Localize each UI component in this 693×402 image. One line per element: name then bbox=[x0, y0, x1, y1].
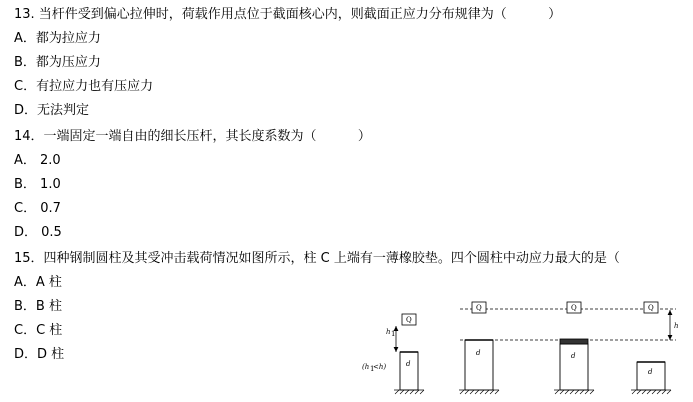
figure-a-diameter-label: d bbox=[406, 360, 411, 368]
figure-b-load-label: Q bbox=[476, 304, 482, 312]
figure-right-height-label: h bbox=[674, 322, 679, 330]
figure-a-note-sub: 1 bbox=[370, 365, 375, 373]
question-13-stem: 13. 当杆件受到偏心拉伸时，荷载作用点位于截面核心内，则截面正应力分布规律为（ ） bbox=[14, 7, 562, 22]
figure-d-load-label: Q bbox=[648, 304, 654, 312]
question-15-option-c[interactable]: C．C 柱 bbox=[14, 323, 63, 338]
question-14-option-d[interactable]: D． 0.5 bbox=[14, 225, 62, 240]
figure-b-column bbox=[465, 340, 493, 390]
question-14-option-c[interactable]: C． 0.7 bbox=[14, 201, 61, 216]
figure-a-arrow-down bbox=[394, 347, 399, 352]
figure-d-diameter-label: d bbox=[648, 368, 653, 376]
figure-c-ground-hatch bbox=[555, 390, 594, 394]
question-13-option-d[interactable]: D．无法判定 bbox=[14, 103, 90, 118]
question-15-option-d[interactable]: D．D 柱 bbox=[14, 347, 65, 362]
question-13-option-b[interactable]: B．都为压应力 bbox=[14, 55, 101, 70]
question-15-stem: 15．四种钢制圆柱及其受冲击载荷情况如图所示，柱 C 上端有一薄橡胶垫。四个圆柱中动应力最大的是（ bbox=[14, 251, 620, 266]
figure-a-load-label: Q bbox=[406, 316, 412, 324]
question-13 bbox=[0, 0, 693, 122]
question-14-option-b[interactable]: B． 1.0 bbox=[14, 177, 61, 192]
figure-a-height-sub: 1 bbox=[391, 330, 396, 338]
question-14-option-a[interactable]: A． 2.0 bbox=[14, 153, 61, 168]
figure-c-diameter-label: d bbox=[571, 352, 576, 360]
question-14-stem: 14．一端固定一端自由的细长压杆，其长度系数为（ ） bbox=[14, 129, 371, 144]
figure-right-arrow-up bbox=[668, 310, 673, 315]
figure-c-load-label: Q bbox=[571, 304, 577, 312]
figure-d-ground-hatch bbox=[632, 390, 671, 394]
question-15-figure bbox=[360, 300, 690, 398]
figure-b-ground-hatch bbox=[460, 390, 499, 394]
figure-c-column bbox=[560, 344, 588, 390]
figure-a-note: (h bbox=[362, 363, 370, 371]
figure-right-arrow-down bbox=[668, 335, 673, 340]
question-15-option-a[interactable]: A．A 柱 bbox=[14, 275, 62, 290]
question-13-option-c[interactable]: C．有拉应力也有压应力 bbox=[14, 79, 154, 94]
figure-d-column bbox=[637, 362, 665, 390]
figure-a-ground-hatch bbox=[395, 390, 424, 394]
figure-b-diameter-label: d bbox=[476, 349, 481, 357]
figure-a-note-rest: <h) bbox=[373, 363, 387, 371]
figure-a-height-label: h bbox=[386, 328, 391, 336]
figure-c-rubber-pad bbox=[560, 339, 588, 344]
question-14 bbox=[0, 122, 693, 244]
question-15-option-b[interactable]: B．B 柱 bbox=[14, 299, 62, 314]
figure-a-column bbox=[400, 352, 418, 390]
question-13-option-a[interactable]: A．都为拉应力 bbox=[14, 31, 101, 46]
